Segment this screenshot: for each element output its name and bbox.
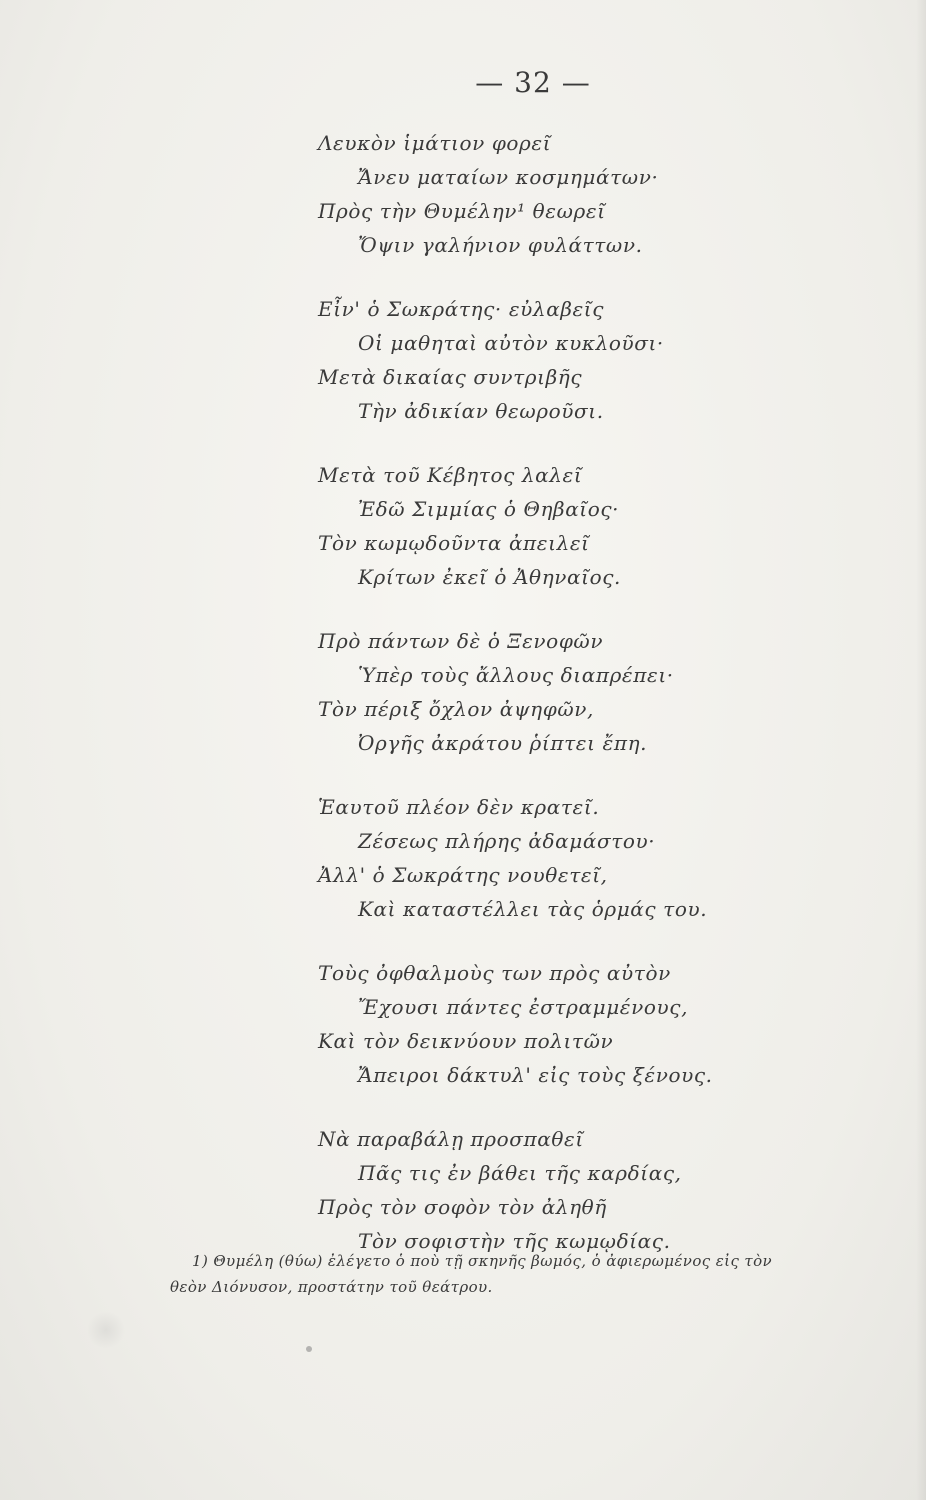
poem-line: Ἔχουσι πάντες ἐστραμμένους, <box>358 995 689 1019</box>
page-edge-shadow <box>916 0 926 1500</box>
poem-line: Καὶ καταστέλλει τὰς ὁρμάς του. <box>358 897 708 921</box>
poem-line: Μετὰ τοῦ Κέβητος λαλεῖ <box>318 463 583 487</box>
footnote-line-2: θεὸν Διόνυσον, προστάτην τοῦ θεάτρου. <box>170 1278 493 1296</box>
poem-line: Τὴν ἀδικίαν θεωροῦσι. <box>358 399 604 423</box>
poem <box>318 126 878 1288</box>
stanza <box>318 126 878 262</box>
page-number: — 32 — <box>475 66 591 99</box>
poem-line: Πᾶς τις ἐν βάθει τῆς καρδίας, <box>358 1161 682 1185</box>
poem-line: Ζέσεως πλήρης ἀδαμάστου· <box>358 829 656 853</box>
poem-line: Ἀλλ' ὁ Σωκράτης νουθετεῖ, <box>318 863 608 887</box>
poem-line: Τὸν σοφιστὴν τῆς κωμῳδίας. <box>358 1229 671 1253</box>
poem-line: Ἄπειροι δάκτυλ' εἰς τοὺς ξένους. <box>358 1063 713 1087</box>
poem-line: Νὰ παραβάλῃ προσπαθεῖ <box>318 1127 584 1151</box>
poem-line: Καὶ τὸν δεικνύουν πολιτῶν <box>318 1029 614 1053</box>
poem-line: Πρὸς τὴν Θυμέλην¹ θεωρεῖ <box>318 199 606 223</box>
paper-stain <box>86 1312 126 1348</box>
poem-line: Μετὰ δικαίας συντριβῆς <box>318 365 583 389</box>
poem-line: Ὄψιν γαλήνιον φυλάττων. <box>358 233 643 257</box>
stanza <box>318 790 878 926</box>
stanza <box>318 956 878 1092</box>
footnote <box>170 1248 910 1300</box>
poem-line: Ὀργῆς ἀκράτου ῥίπτει ἔπη. <box>358 731 648 755</box>
footnote-line-1: 1) Θυμέλη (θύω) ἐλέγετο ὁ ποὺ τῇ σκηνῆς βωμός, ὁ ἀφιερωμένος εἰς τὸν <box>192 1252 773 1270</box>
poem-line: Οἱ μαθηταὶ αὐτὸν κυκλοῦσι· <box>358 331 664 355</box>
poem-line: Ἄνευ ματαίων κοσμημάτων· <box>358 165 659 189</box>
poem-line: Κρίτων ἐκεῖ ὁ Ἀθηναῖος. <box>358 565 621 589</box>
poem-line: Ἐδῶ Σιμμίας ὁ Θηβαῖος· <box>358 497 620 521</box>
paper-speck <box>306 1346 312 1352</box>
poem-line: Πρὸς τὸν σοφὸν τὸν ἀληθῆ <box>318 1195 607 1219</box>
poem-line: Τὸν κωμῳδοῦντα ἀπειλεῖ <box>318 531 590 555</box>
stanza <box>318 1122 878 1258</box>
stanza <box>318 292 878 428</box>
stanza <box>318 624 878 760</box>
poem-line: Ὑπὲρ τοὺς ἄλλους διαπρέπει· <box>358 663 674 687</box>
poem-line: Τὸν πέριξ ὄχλον ἀψηφῶν, <box>318 697 594 721</box>
poem-line: Ἑαυτοῦ πλέον δὲν κρατεῖ. <box>318 795 600 819</box>
poem-line: Λευκὸν ἱμάτιον φορεῖ <box>318 131 552 155</box>
poem-line: Εἶν' ὁ Σωκράτης· εὐλαβεῖς <box>318 297 605 321</box>
poem-line: Τοὺς ὀφθαλμοὺς των πρὸς αὐτὸν <box>318 961 671 985</box>
stanza <box>318 458 878 594</box>
poem-line: Πρὸ πάντων δὲ ὁ Ξενοφῶν <box>318 629 604 653</box>
